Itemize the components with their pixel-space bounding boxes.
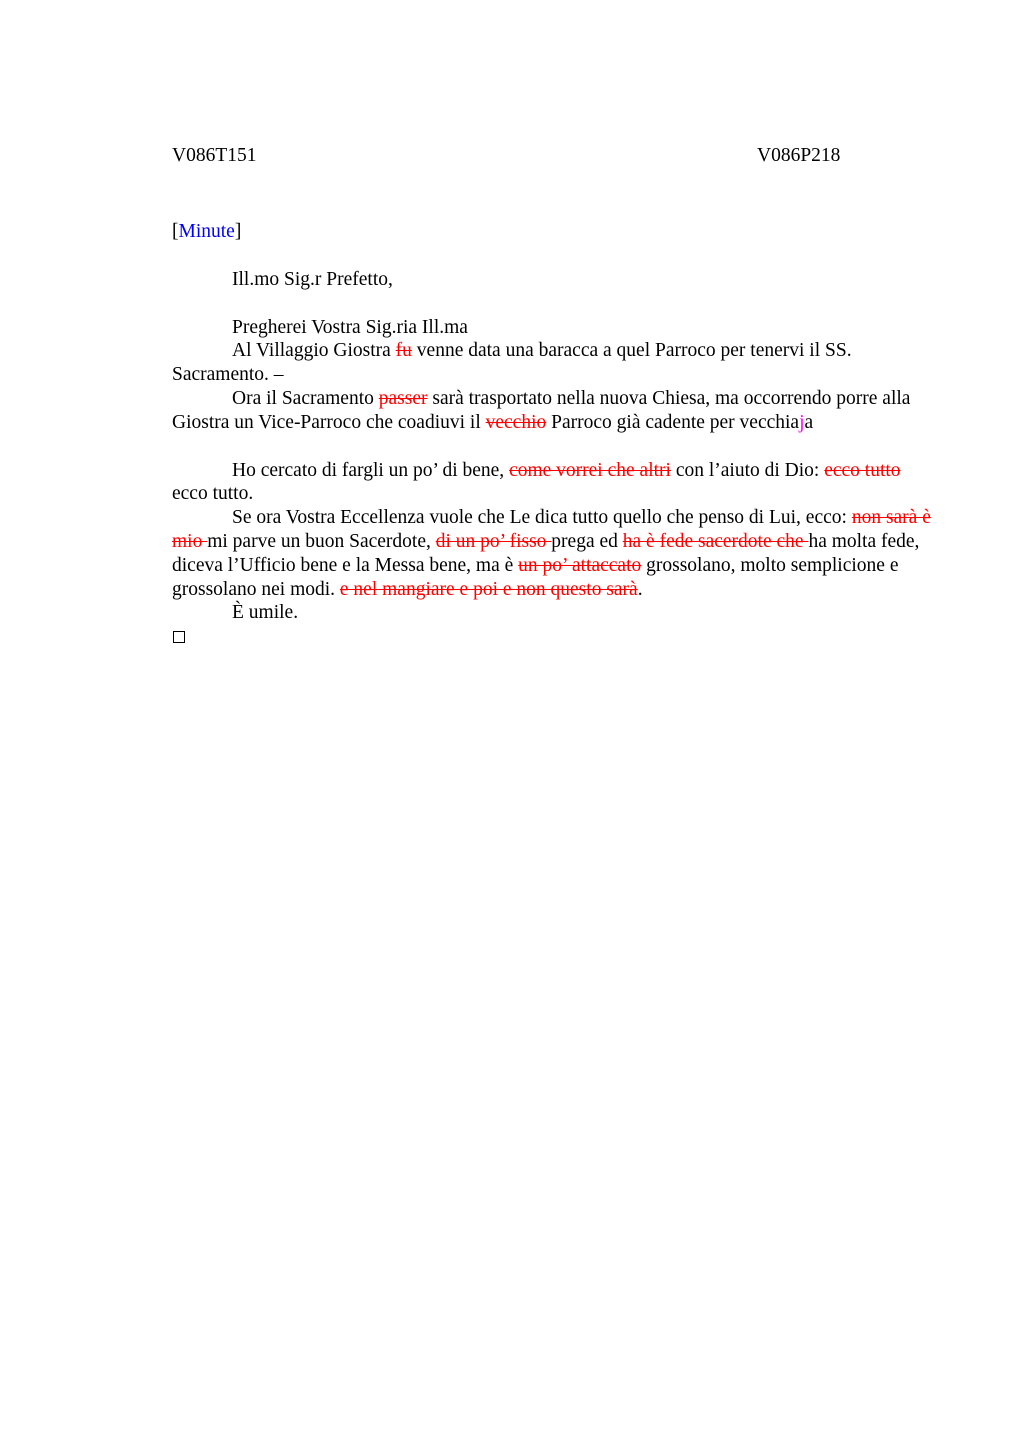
deletion: un po’ attaccato	[518, 554, 642, 576]
document-header	[172, 144, 932, 172]
paragraph-4: Ho cercato di fargli un po’ di bene, come vorrei che altri con l’aiuto di Dio: ecco tutto ecco tutto.	[172, 459, 901, 505]
deletion: ecco tutto	[824, 459, 901, 481]
deletion: di un po’ fisso	[435, 530, 552, 552]
document-code-left: V086T151	[172, 145, 257, 166]
end-square-icon	[173, 631, 185, 643]
deletion: come vorrei che altri	[509, 459, 671, 481]
deletion: ha è fede sacerdote che	[622, 530, 809, 552]
paragraph-3: Ora il Sacramento passer sarà trasportato nella nuova Chiesa, ma occorrendo porre alla Giostra un Vice-Parroco che coadiuvi il vecchio Parroco già cadente per vecchiaja	[172, 387, 911, 433]
deletion: passer	[378, 387, 428, 409]
deletion: fu	[395, 340, 412, 362]
paragraph-6: È umile.	[232, 602, 299, 624]
document-page	[172, 144, 932, 650]
paragraph-1: Pregherei Vostra Sig.ria Ill.ma	[232, 316, 468, 338]
end-marker	[172, 625, 932, 650]
salutation: Ill.mo Sig.r Prefetto,	[232, 268, 393, 290]
deletion: non sarà è mio	[172, 507, 931, 552]
document-code-right: V086P218	[757, 145, 841, 166]
deletion: e nel mangiare e poi e non questo sarà	[339, 578, 638, 600]
spacer	[172, 244, 932, 268]
spacer	[172, 172, 932, 220]
deletion: vecchio	[485, 411, 547, 433]
minute-label: Minute	[178, 221, 235, 242]
document-type-label: [Minute]	[172, 221, 242, 242]
paragraph-5: Se ora Vostra Eccellenza vuole che Le dica tutto quello che penso di Lui, ecco: non sarà è mio mi parve un buon Sacerdote, di un po’ fisso prega ed ha è fede sacerdote che ha molta fede, diceva l’Ufficio bene e la Messa bene, ma è un po’ attaccato grossolano, molto semplicione e grossolano nei modi. e nel mangiare e poi e non questo sarà.	[172, 507, 931, 600]
spacer	[172, 435, 932, 459]
spacer	[172, 292, 932, 316]
paragraph-2: Al Villaggio Giostra fu venne data una baracca a quel Parroco per tenervi il SS. Sacramento. –	[172, 340, 852, 386]
editorial-mark: j	[799, 411, 805, 433]
